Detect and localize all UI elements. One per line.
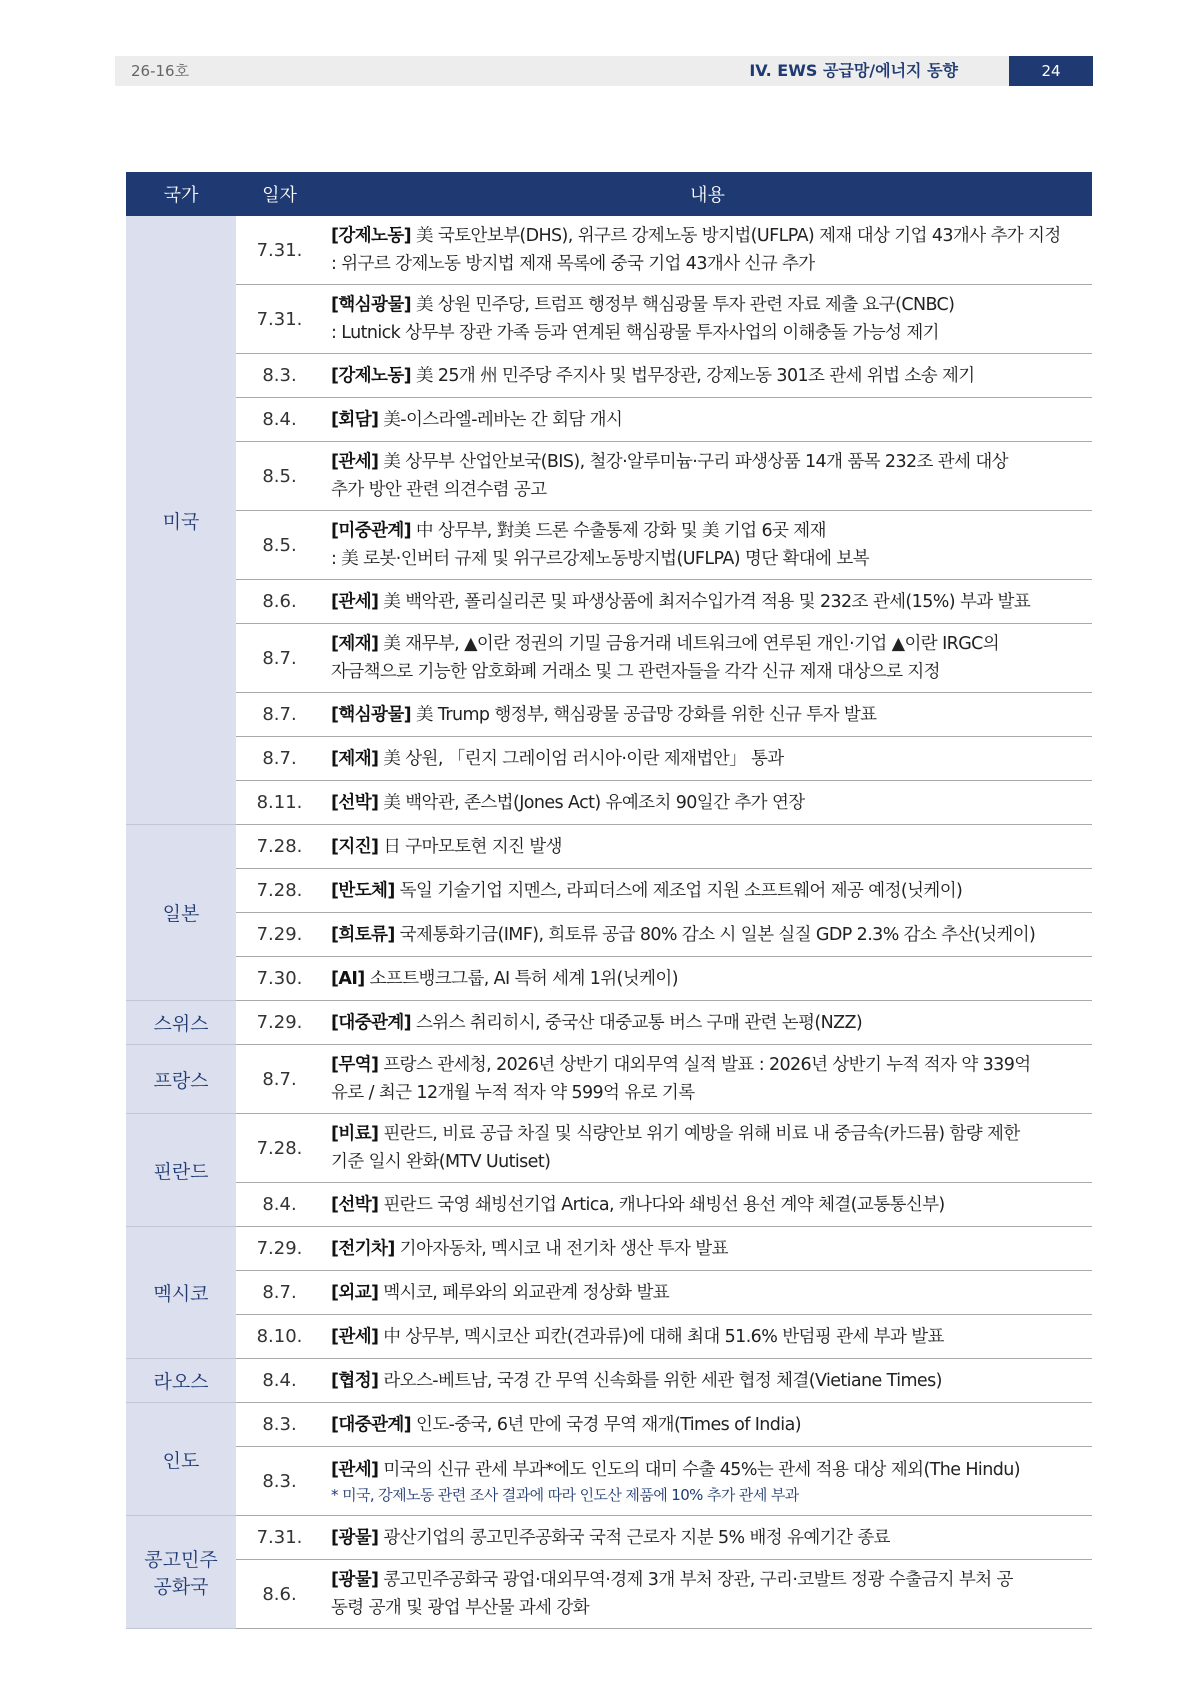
- content-text: 美-이스라엘-레바논 간 회담 개시: [378, 409, 623, 430]
- content-line: [331, 833, 1082, 861]
- content-text: 미국의 신규 관세 부과*에도 인도의 대미 수출 45%는 관세 적용 대상 제외(The Hindu): [378, 1460, 1020, 1480]
- category-tag: [전기차]: [331, 1238, 395, 1259]
- content-cell: [323, 1447, 1092, 1516]
- date-cell: 8.7.: [236, 693, 323, 737]
- content-text: 국제통화기금(IMF), 희토류 공급 80% 감소 시 일본 실질 GDP 2.3% 감소 추산(닛케이): [394, 924, 1036, 945]
- content-text: 日 구마모토현 지진 발생: [378, 836, 562, 857]
- date-cell: 7.28.: [236, 1114, 323, 1183]
- content-text: 美 백악관, 폴리실리콘 및 파생상품에 최저수입가격 적용 및 232조 관세(15%) 부과 발표: [378, 591, 1031, 612]
- content-line: [331, 1235, 1082, 1263]
- content-line: [331, 291, 1082, 319]
- content-text: 美 국토안보부(DHS), 위구르 강제노동 방지법(UFLPA) 제재 대상 기업 43개사 추가 지정: [411, 226, 1061, 246]
- content-text: 광산기업의 콩고민주공화국 국적 근로자 지분 5% 배정 유예기간 종료: [378, 1527, 890, 1548]
- country-cell: 미국: [126, 216, 236, 825]
- table-row: [126, 216, 1092, 285]
- content-cell: [323, 580, 1092, 624]
- content-line: [331, 222, 1082, 250]
- table-row: [126, 1114, 1092, 1183]
- table-row: [126, 737, 1092, 781]
- table-row: [126, 442, 1092, 511]
- table-row: [126, 781, 1092, 825]
- table-row: [126, 1516, 1092, 1560]
- table-row: [126, 1227, 1092, 1271]
- date-cell: 8.3.: [236, 1403, 323, 1447]
- content-text: 스위스 취리히시, 중국산 대중교통 버스 구매 관련 논평(NZZ): [411, 1012, 863, 1033]
- category-tag: [관세]: [331, 1460, 379, 1480]
- table-row: [126, 869, 1092, 913]
- content-line: [331, 1367, 1082, 1395]
- table-row: [126, 1315, 1092, 1359]
- table-row: [126, 1045, 1092, 1114]
- date-cell: 8.10.: [236, 1315, 323, 1359]
- content-text: 中 상무부, 멕시코산 피칸(견과류)에 대해 최대 51.6% 반덤핑 관세 부과 발표: [378, 1326, 944, 1347]
- category-tag: [협정]: [331, 1370, 379, 1391]
- content-cell: [323, 1001, 1092, 1045]
- content-line: [331, 630, 1082, 658]
- content-cell: [323, 1560, 1092, 1629]
- date-cell: 7.28.: [236, 825, 323, 869]
- footnote: * 미국, 강제노동 관련 조사 결과에 따라 인도산 제품에 10% 추가 관세 부과: [331, 1486, 799, 1504]
- content-cell: [323, 781, 1092, 825]
- content-line: [331, 1524, 1082, 1552]
- date-cell: 8.6.: [236, 1560, 323, 1629]
- content-cell: [323, 1045, 1092, 1114]
- table-row: [126, 957, 1092, 1001]
- category-tag: [비료]: [331, 1124, 379, 1144]
- content-line: [331, 1191, 1082, 1219]
- content-cell: [323, 624, 1092, 693]
- date-cell: 7.30.: [236, 957, 323, 1001]
- date-cell: 8.5.: [236, 511, 323, 580]
- date-cell: 7.29.: [236, 913, 323, 957]
- content-line: [331, 1566, 1082, 1594]
- country-cell: 멕시코: [126, 1227, 236, 1359]
- content-cell: [323, 442, 1092, 511]
- content-cell: [323, 1183, 1092, 1227]
- table-row: [126, 913, 1092, 957]
- content-line: [331, 965, 1082, 993]
- content-cell: [323, 825, 1092, 869]
- category-tag: [관세]: [331, 452, 379, 472]
- content-line: [331, 877, 1082, 905]
- date-cell: 8.4.: [236, 1359, 323, 1403]
- content-text: 기아자동차, 멕시코 내 전기차 생산 투자 발표: [394, 1238, 728, 1259]
- content-line: [331, 921, 1082, 949]
- date-cell: 7.31.: [236, 285, 323, 354]
- content-cell: [323, 957, 1092, 1001]
- date-cell: 8.7.: [236, 624, 323, 693]
- country-cell: [126, 1516, 236, 1629]
- category-tag: [핵심광물]: [331, 295, 412, 315]
- category-tag: [제재]: [331, 748, 379, 769]
- content-text: 中 상무부, 對美 드론 수출통제 강화 및 美 기업 6곳 제재: [411, 521, 826, 541]
- content-text: 멕시코, 페루와의 외교관계 정상화 발표: [378, 1282, 670, 1303]
- table-row: [126, 354, 1092, 398]
- table-row: [126, 1359, 1092, 1403]
- table-row: [126, 1560, 1092, 1629]
- date-cell: 8.4.: [236, 1183, 323, 1227]
- category-tag: [무역]: [331, 1055, 379, 1075]
- table-header-row: [126, 172, 1092, 216]
- table-row: [126, 580, 1092, 624]
- content-cell: [323, 216, 1092, 285]
- content-line-2: : 美 로봇·인버터 규제 및 위구르강제노동방지법(UFLPA) 명단 확대에 보복: [331, 549, 869, 569]
- content-text: 美 백악관, 존스법(Jones Act) 유예조치 90일간 추가 연장: [378, 792, 805, 813]
- date-cell: 7.31.: [236, 216, 323, 285]
- content-text: 인도-중국, 6년 만에 국경 무역 재개(Times of India): [411, 1414, 801, 1435]
- date-cell: 8.3.: [236, 354, 323, 398]
- content-line: [331, 1120, 1082, 1148]
- date-cell: 7.29.: [236, 1227, 323, 1271]
- content-line: [331, 745, 1082, 773]
- category-tag: [미중관계]: [331, 521, 412, 541]
- content-line-2: : 위구르 강제노동 방지법 제재 목록에 중국 기업 43개사 신규 추가: [331, 254, 815, 274]
- content-line: [331, 1456, 1082, 1484]
- content-line: [331, 517, 1082, 545]
- table-row: [126, 624, 1092, 693]
- content-cell: [323, 737, 1092, 781]
- content-text: 美 상원, 「린지 그레이엄 러시아·이란 제재법안」 통과: [378, 748, 784, 769]
- table-row: [126, 693, 1092, 737]
- content-line-2: 유로 / 최근 12개월 누적 적자 약 599억 유로 기록: [331, 1083, 695, 1103]
- table-row: [126, 1271, 1092, 1315]
- content-cell: [323, 1403, 1092, 1447]
- country-cell: 핀란드: [126, 1114, 236, 1227]
- country-cell: 스위스: [126, 1001, 236, 1045]
- country-name-line: 공화국: [153, 1576, 209, 1598]
- content-line-2: 추가 방안 관련 의견수렴 공고: [331, 480, 547, 500]
- content-cell: [323, 1271, 1092, 1315]
- category-tag: [핵심광물]: [331, 704, 412, 725]
- category-tag: [광물]: [331, 1527, 379, 1548]
- date-cell: 8.11.: [236, 781, 323, 825]
- column-header-content: 내용: [323, 172, 1092, 216]
- content-text: 美 상원 민주당, 트럼프 행정부 핵심광물 투자 관련 자료 제출 요구(CNBC): [411, 295, 955, 315]
- content-text: 美 Trump 행정부, 핵심광물 공급망 강화를 위한 신규 투자 발표: [411, 704, 877, 725]
- content-cell: [323, 285, 1092, 354]
- content-cell: [323, 354, 1092, 398]
- content-line-2: 자금책으로 기능한 암호화폐 거래소 및 그 관련자들을 각각 신규 제재 대상으로 지정: [331, 662, 940, 682]
- page-header: [115, 56, 1093, 86]
- content-cell: [323, 1114, 1092, 1183]
- content-text: 프랑스 관세청, 2026년 상반기 대외무역 실적 발표 : 2026년 상반기 누적 적자 약 339억: [378, 1055, 1031, 1075]
- content-line: [331, 1051, 1082, 1079]
- date-cell: 8.5.: [236, 442, 323, 511]
- content-cell: [323, 913, 1092, 957]
- category-tag: [외교]: [331, 1282, 379, 1303]
- table-row: [126, 1447, 1092, 1516]
- content-text: 콩고민주공화국 광업·대외무역·경제 3개 부처 장관, 구리·코발트 정광 수출금지 부처 공: [378, 1570, 1013, 1590]
- content-line: [331, 1279, 1082, 1307]
- category-tag: [회담]: [331, 409, 379, 430]
- category-tag: [반도체]: [331, 880, 395, 901]
- country-cell: 라오스: [126, 1359, 236, 1403]
- content-cell: [323, 1516, 1092, 1560]
- category-tag: [강제노동]: [331, 365, 412, 386]
- table-row: [126, 825, 1092, 869]
- content-text: 핀란드 국영 쇄빙선기업 Artica, 캐나다와 쇄빙선 용선 계약 체결(교통통신부): [378, 1194, 945, 1215]
- content-line: [331, 448, 1082, 476]
- category-tag: [대중관계]: [331, 1414, 412, 1435]
- content-line: [331, 406, 1082, 434]
- date-cell: 7.29.: [236, 1001, 323, 1045]
- table-row: [126, 1001, 1092, 1045]
- page-number: 24: [1009, 56, 1093, 86]
- content-line: [331, 1323, 1082, 1351]
- content-line: [331, 588, 1082, 616]
- content-line: [331, 789, 1082, 817]
- table-row: [126, 285, 1092, 354]
- content-text: 소프트뱅크그룹, AI 특허 세계 1위(닛케이): [364, 968, 678, 989]
- content-cell: [323, 398, 1092, 442]
- content-line-2: : Lutnick 상무부 장관 가족 등과 연계된 핵심광물 투자사업의 이해충돌 가능성 제기: [331, 323, 939, 343]
- content-cell: [323, 1359, 1092, 1403]
- category-tag: [관세]: [331, 591, 379, 612]
- category-tag: [제재]: [331, 634, 379, 654]
- content-cell: [323, 1315, 1092, 1359]
- table-row: [126, 1403, 1092, 1447]
- date-cell: 8.4.: [236, 398, 323, 442]
- country-cell: 프랑스: [126, 1045, 236, 1114]
- country-cell: 일본: [126, 825, 236, 1001]
- content-cell: [323, 693, 1092, 737]
- section-title: IV. EWS 공급망/에너지 동향: [749, 61, 958, 80]
- content-text: 핀란드, 비료 공급 차질 및 식량안보 위기 예방을 위해 비료 내 중금속(카드뮴) 함량 제한: [378, 1124, 1020, 1144]
- date-cell: 7.28.: [236, 869, 323, 913]
- content-cell: [323, 869, 1092, 913]
- content-text: 라오스-베트남, 국경 간 무역 신속화를 위한 세관 협정 체결(Vietiane Times): [378, 1370, 942, 1391]
- content-text: 독일 기술기업 지멘스, 라피더스에 제조업 지원 소프트웨어 제공 예정(닛케이): [394, 880, 963, 901]
- content-line: [331, 362, 1082, 390]
- category-tag: [지진]: [331, 836, 379, 857]
- category-tag: [강제노동]: [331, 226, 412, 246]
- table-row: [126, 511, 1092, 580]
- date-cell: 8.7.: [236, 1045, 323, 1114]
- table-row: [126, 1183, 1092, 1227]
- date-cell: 8.7.: [236, 1271, 323, 1315]
- table-row: [126, 398, 1092, 442]
- category-tag: [AI]: [331, 968, 365, 989]
- content-text: 美 상무부 산업안보국(BIS), 철강·알루미늄·구리 파생상품 14개 품목 232조 관세 대상: [378, 452, 1008, 472]
- content-line: [331, 1009, 1082, 1037]
- date-cell: 7.31.: [236, 1516, 323, 1560]
- date-cell: 8.3.: [236, 1447, 323, 1516]
- content-cell: [323, 1227, 1092, 1271]
- column-header-date: 일자: [236, 172, 323, 216]
- category-tag: [광물]: [331, 1570, 379, 1590]
- issue-number: 26-16호: [131, 62, 190, 80]
- country-cell: 인도: [126, 1403, 236, 1516]
- content-line: [331, 1411, 1082, 1439]
- column-header-country: 국가: [126, 172, 236, 216]
- country-name-line: 콩고민주: [144, 1549, 218, 1571]
- content-line-2: 동령 공개 및 광업 부산물 과세 강화: [331, 1598, 590, 1618]
- events-table: [126, 172, 1092, 1629]
- date-cell: 8.6.: [236, 580, 323, 624]
- content-line: [331, 701, 1082, 729]
- date-cell: 8.7.: [236, 737, 323, 781]
- content-text: 美 25개 州 민주당 주지사 및 법무장관, 강제노동 301조 관세 위법 소송 제기: [411, 365, 975, 386]
- category-tag: [관세]: [331, 1326, 379, 1347]
- category-tag: [대중관계]: [331, 1012, 412, 1033]
- content-text: 美 재무부, ▲이란 정권의 기밀 금융거래 네트워크에 연루된 개인·기업 ▲이란 IRGC의: [378, 634, 1000, 654]
- content-line-2: 기준 일시 완화(MTV Uutiset): [331, 1152, 551, 1172]
- content-cell: [323, 511, 1092, 580]
- category-tag: [선박]: [331, 792, 379, 813]
- category-tag: [선박]: [331, 1194, 379, 1215]
- category-tag: [희토류]: [331, 924, 395, 945]
